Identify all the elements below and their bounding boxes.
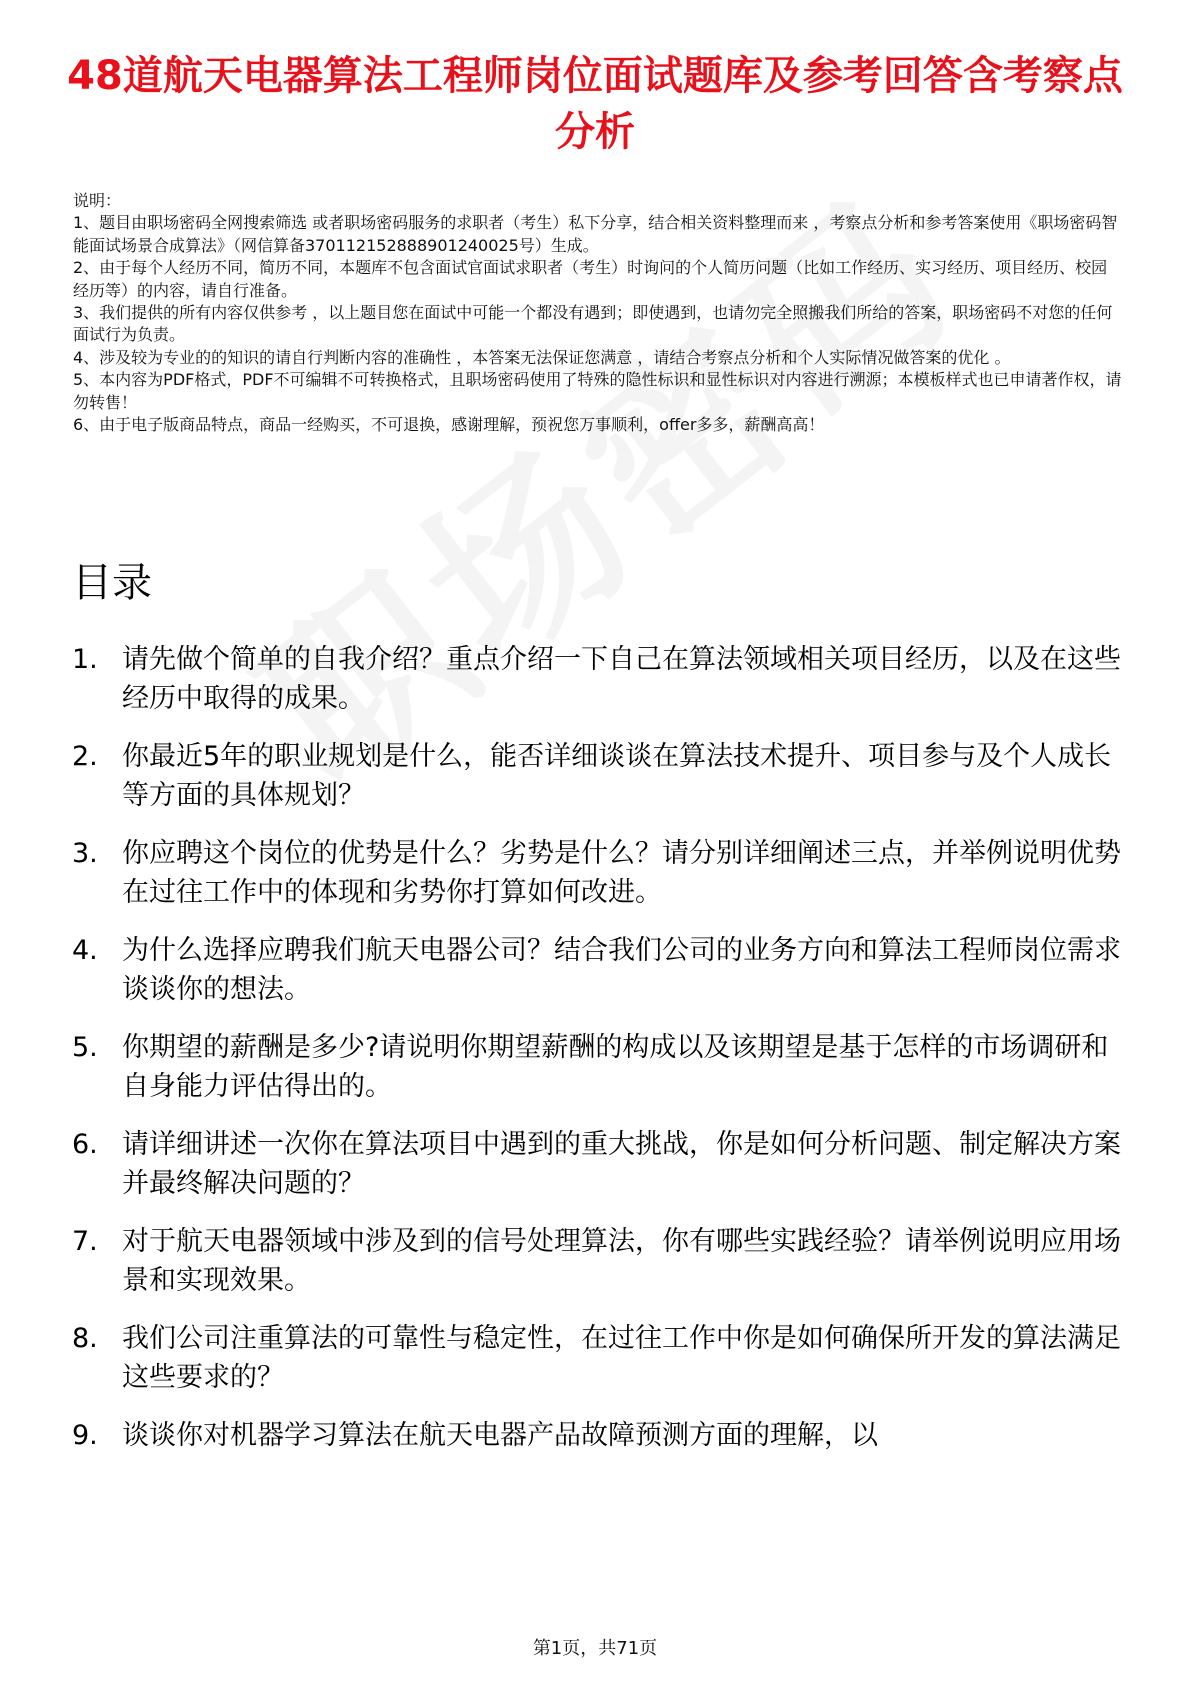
toc-item-number: 7. xyxy=(72,1226,98,1257)
toc-item[interactable] xyxy=(72,1319,1132,1397)
toc-item-number: 6. xyxy=(72,1129,98,1160)
toc-item[interactable] xyxy=(72,1028,1132,1106)
toc-item-text[interactable]: 你最近5年的职业规划是什么，能否详细谈谈在算法技术提升、项目参与及个人成长等方面的具体规划？ xyxy=(122,741,1112,811)
page-footer: 第1页，共71页 xyxy=(532,1638,658,1659)
toc-heading: 目录 xyxy=(72,560,152,606)
toc-item-text[interactable]: 你期望的薪酬是多少?请说明你期望薪酬的构成以及该期望是基于怎样的市场调研和自身能力评估得出的。 xyxy=(122,1032,1109,1102)
toc-item-text[interactable]: 请先做个简单的自我介绍？重点介绍一下自己在算法领域相关项目经历，以及在这些经历中取得的成果。 xyxy=(122,644,1121,714)
toc-item[interactable] xyxy=(72,931,1132,1009)
note-item: 2、由于每个人经历不同，简历不同，本题库不包含面试官面试求职者（考生）时询问的个人简历问题（比如工作经历、实习经历、项目经历、校园经历等）的内容，请自行准备。 xyxy=(73,258,1108,300)
toc-item-number: 3. xyxy=(72,838,98,869)
toc-item-number: 9. xyxy=(72,1420,98,1451)
note-item: 3、我们提供的所有内容仅供参考 ，以上题目您在面试中可能一个都没有遇到；即使遇到，也请勿完全照搬我们所给的答案，职场密码不对您的任何面试行为负责。 xyxy=(73,303,1113,345)
toc-item[interactable] xyxy=(72,1416,1132,1455)
note-item: 4、涉及较为专业的的知识的请自行判断内容的准确性 ，本答案无法保证您满意 ，请结合考察点分析和个人实际情况做答案的优化 。 xyxy=(73,347,1011,367)
toc-item-text[interactable]: 为什么选择应聘我们航天电器公司？结合我们公司的业务方向和算法工程师岗位需求谈谈你的想法。 xyxy=(122,935,1121,1005)
toc-item-text[interactable]: 你应聘这个岗位的优势是什么？劣势是什么？请分别详细阐述三点，并举例说明优势在过往工作中的体现和劣势你打算如何改进。 xyxy=(122,838,1121,908)
note-item: 1、题目由职场密码全网搜索筛选 或者职场密码服务的求职者（考生）私下分享，结合相关资料整理而来 ，考察点分析和参考答案使用《职场密码智能面试场景合成算法》（网信算备370112152888901240025号）生成。 xyxy=(73,213,1118,255)
toc-item-number: 5. xyxy=(72,1032,98,1063)
toc-item-text[interactable]: 请详细讲述一次你在算法项目中遇到的重大挑战，你是如何分析问题、制定解决方案并最终解决问题的？ xyxy=(122,1129,1121,1199)
note-item: 6、由于电子版商品特点，商品一经购买，不可退换，感谢理解，预祝您万事顺利，offer多多，薪酬高高！ xyxy=(73,415,825,435)
toc-item-number: 4. xyxy=(72,935,98,966)
toc-list xyxy=(72,640,1132,1474)
toc-item-text[interactable]: 对于航天电器领域中涉及到的信号处理算法，你有哪些实践经验？请举例说明应用场景和实现效果。 xyxy=(122,1226,1121,1296)
toc-item[interactable] xyxy=(72,737,1132,815)
toc-item-number: 1. xyxy=(72,644,98,675)
toc-item[interactable] xyxy=(72,1125,1132,1203)
toc-item-text[interactable]: 我们公司注重算法的可靠性与稳定性，在过往工作中你是如何确保所开发的算法满足这些要求的？ xyxy=(122,1323,1121,1393)
toc-item-number: 8. xyxy=(72,1323,98,1354)
toc-item-number: 2. xyxy=(72,741,98,772)
notes-heading: 说明： xyxy=(73,191,122,210)
toc-item[interactable] xyxy=(72,1222,1132,1300)
toc-item-text[interactable]: 谈谈你对机器学习算法在航天电器产品故障预测方面的理解，以 xyxy=(122,1420,878,1451)
toc-item[interactable] xyxy=(72,834,1132,912)
toc-item[interactable] xyxy=(72,640,1132,718)
note-item: 5、本内容为PDF格式，PDF不可编辑不可转换格式，且职场密码使用了特殊的隐性标识和显性标识对内容进行溯源；本模板样式也已申请著作权，请勿转售！ xyxy=(73,370,1122,412)
document-title: 48道航天电器算法工程师岗位面试题库及参考回答含考察点分析 xyxy=(67,53,1123,155)
notes-section xyxy=(73,190,1123,436)
